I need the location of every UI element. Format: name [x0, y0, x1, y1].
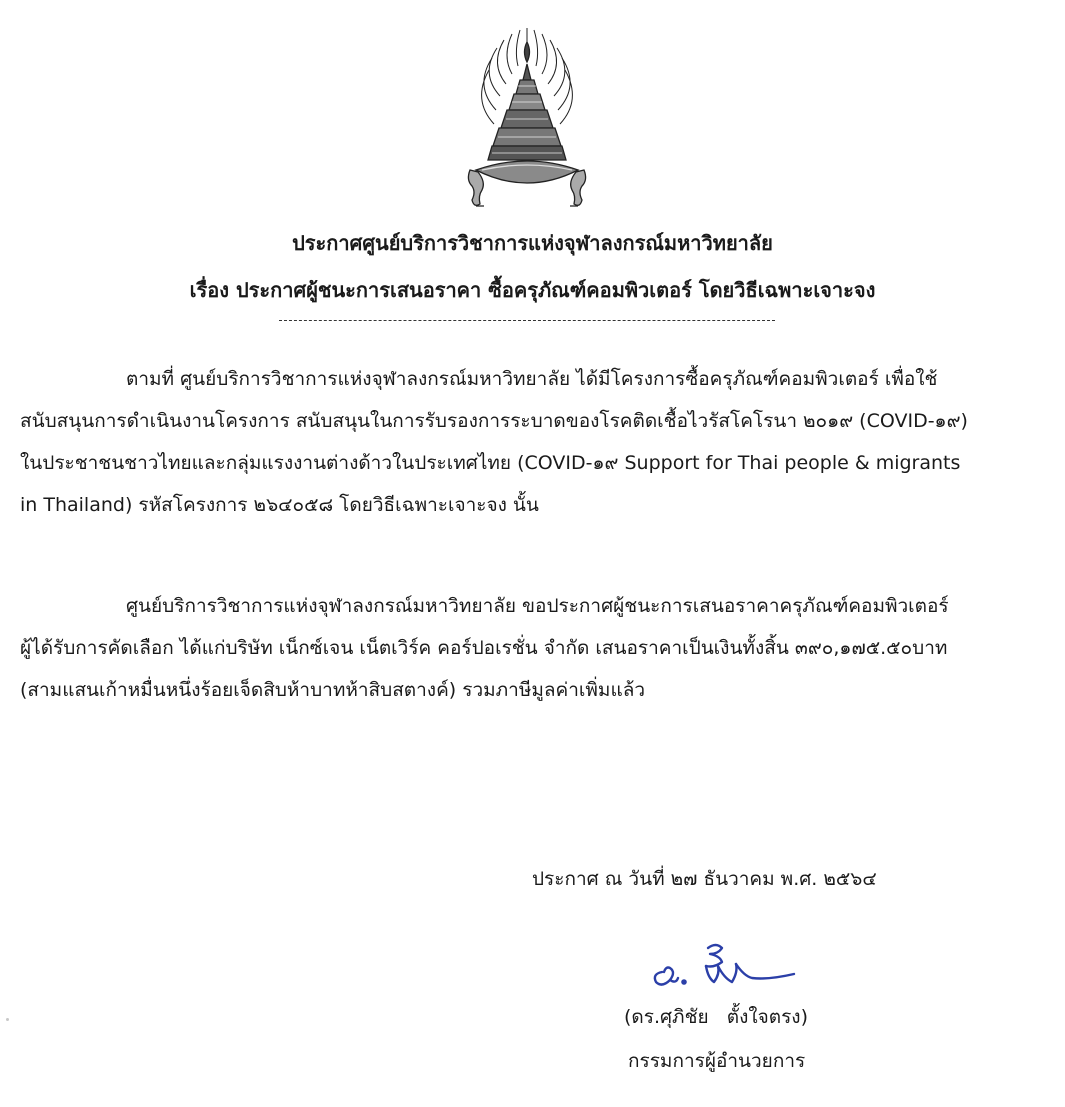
paragraph-winner — [20, 585, 1030, 711]
paragraph-line: ผู้ได้รับการคัดเลือก ได้แก่บริษัท เน็กซ์เจน เน็ตเวิร์ค คอร์ปอเรชั่น จำกัด เสนอราคาเป็นเงินทั้งสิ้น ๓๙๐,๑๗๕.๕๐บาท — [20, 637, 948, 659]
paragraph-line: สนับสนุนการดำเนินงานโครงการ สนับสนุนในการรับรองการระบาดของโรคติดเชื้อไวรัสโคโรนา ๒๐๑๙ (COVID-๑๙) — [20, 410, 968, 432]
signer-position: กรรมการผู้อำนวยการ — [628, 1050, 806, 1072]
announcement-title: ประกาศศูนย์บริการวิชาการแห่งจุฬาลงกรณ์มหาวิทยาลัย — [292, 231, 773, 255]
title-divider — [279, 320, 775, 321]
paragraph-line: (สามแสนเก้าหมื่นหนึ่งร้อยเจ็ดสิบห้าบาทห้าสิบสตางค์) รวมภาษีมูลค่าเพิ่มแล้ว — [20, 679, 646, 701]
announcement-subject: เรื่อง ประกาศผู้ชนะการเสนอราคา ซื้อครุภัณฑ์คอมพิวเตอร์ โดยวิธีเฉพาะเจาะจง — [189, 278, 876, 302]
paragraph-background — [20, 358, 1030, 526]
signer-name: (ดร.ศุภิชัย ตั้งใจตรง) — [624, 1006, 808, 1028]
handwritten-signature-icon — [648, 938, 798, 998]
paragraph-line: ในประชาชนชาวไทยและกลุ่มแรงงานต่างด้าวในประเทศไทย (COVID-๑๙ Support for Thai people & migrants — [20, 452, 961, 474]
paragraph-line: ตามที่ ศูนย์บริการวิชาการแห่งจุฬาลงกรณ์มหาวิทยาลัย ได้มีโครงการซื้อครุภัณฑ์คอมพิวเตอร์ เพื่อใช้ — [126, 368, 938, 390]
announcement-date: ประกาศ ณ วันที่ ๒๗ ธันวาคม พ.ศ. ๒๕๖๔ — [532, 868, 877, 890]
chulalongkorn-emblem-icon — [462, 20, 592, 215]
paragraph-line: in Thailand) รหัสโครงการ ๒๖๔๐๕๘ โดยวิธีเฉพาะเจาะจง นั้น — [20, 494, 539, 516]
paragraph-line: ศูนย์บริการวิชาการแห่งจุฬาลงกรณ์มหาวิทยาลัย ขอประกาศผู้ชนะการเสนอราคาครุภัณฑ์คอมพิวเตอร์ — [126, 595, 949, 617]
scan-speck — [6, 1018, 9, 1021]
